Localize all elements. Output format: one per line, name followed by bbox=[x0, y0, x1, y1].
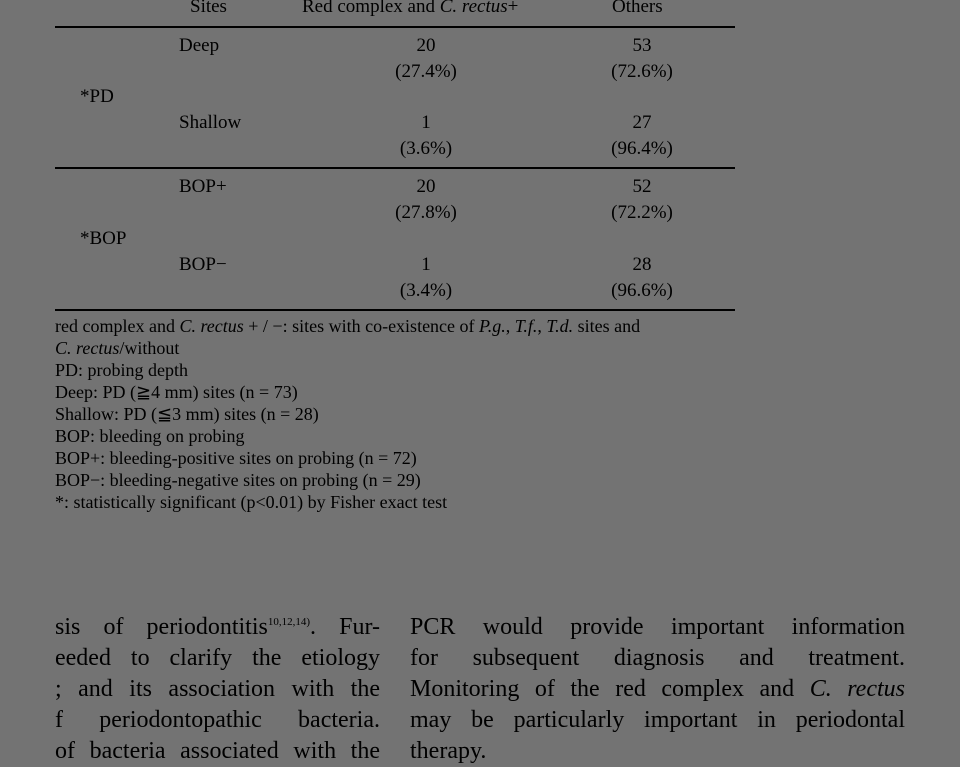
body-text: sis of periodontitis bbox=[55, 614, 268, 640]
bop-negative-red-n: 1 bbox=[421, 254, 431, 275]
deep-others-pct: (72.6%) bbox=[611, 61, 673, 82]
site-bop-negative: BOP− bbox=[179, 254, 227, 275]
group-label-bop: *BOP bbox=[80, 228, 127, 249]
body-text: . Fur- bbox=[310, 614, 380, 640]
site-deep: Deep bbox=[179, 35, 220, 56]
note-text: , bbox=[537, 316, 547, 336]
note-red-complex bbox=[55, 315, 640, 337]
note-deep: Deep: PD (≧4 mm) sites (n = 73) bbox=[55, 382, 298, 402]
shallow-red-n: 1 bbox=[421, 112, 431, 133]
header-others: Others bbox=[612, 0, 663, 17]
site-bop-positive: BOP+ bbox=[179, 176, 227, 197]
rule-group-separator bbox=[55, 167, 735, 169]
bop-negative-others-n: 28 bbox=[632, 254, 652, 275]
shallow-others-n: 27 bbox=[632, 112, 652, 133]
header-sites: Sites bbox=[190, 0, 227, 17]
note-bop-positive: BOP+: bleeding-positive sites on probing (n = 72) bbox=[55, 448, 417, 468]
body-right-line bbox=[410, 674, 905, 705]
deep-others-n: 53 bbox=[632, 35, 652, 56]
shallow-others-pct: (96.4%) bbox=[611, 138, 673, 159]
body-left-line: of bacteria associated with the bbox=[55, 738, 380, 764]
deep-red-n: 20 bbox=[416, 35, 436, 56]
bop-positive-others-pct: (72.2%) bbox=[611, 202, 673, 223]
note-italic: P.g. bbox=[479, 316, 506, 336]
note-bop-negative: BOP−: bleeding-negative sites on probing (n = 29) bbox=[55, 470, 421, 490]
body-left-line: ; and its association with the bbox=[55, 676, 380, 702]
note-italic: C. rectus bbox=[55, 338, 120, 358]
rule-table-bottom bbox=[55, 309, 735, 311]
note-italic: T.d. bbox=[546, 316, 574, 336]
body-column-left bbox=[55, 612, 380, 767]
note-text: /without bbox=[119, 338, 180, 358]
body-right-line: therapy. bbox=[410, 738, 487, 764]
bop-negative-red-pct: (3.4%) bbox=[399, 280, 453, 301]
body-right-line: may be particularly important in periodontal bbox=[410, 707, 905, 733]
body-right-line: for subsequent diagnosis and treatment. bbox=[410, 645, 905, 671]
body-left-line bbox=[55, 612, 380, 643]
header-red-italic: C. rectus bbox=[439, 0, 508, 17]
note-shallow: Shallow: PD (≦3 mm) sites (n = 28) bbox=[55, 404, 319, 424]
bop-positive-red-n: 20 bbox=[416, 176, 436, 197]
bop-positive-red-pct: (27.8%) bbox=[395, 202, 457, 223]
note-c-rectus bbox=[55, 337, 179, 359]
body-column-right bbox=[410, 612, 905, 767]
note-significance: *: statistically significant (p<0.01) by Fisher exact test bbox=[55, 492, 448, 512]
bop-positive-others-n: 52 bbox=[632, 176, 652, 197]
note-text: + / −: sites with co-existence of bbox=[243, 316, 480, 336]
body-right-line: PCR would provide important information bbox=[410, 614, 905, 640]
header-red-suffix: + bbox=[507, 0, 519, 17]
note-bop: BOP: bleeding on probing bbox=[55, 426, 245, 446]
bop-negative-others-pct: (96.6%) bbox=[611, 280, 673, 301]
note-text: sites and bbox=[573, 316, 641, 336]
note-text: , bbox=[505, 316, 515, 336]
header-red-complex bbox=[302, 0, 518, 18]
body-left-line: f periodontopathic bacteria. bbox=[55, 707, 380, 733]
body-text: Monitoring of the red complex and bbox=[410, 676, 810, 702]
citation-superscript: 10,12,14) bbox=[267, 616, 311, 628]
header-red-prefix: Red complex and bbox=[302, 0, 440, 17]
note-pd: PD: probing depth bbox=[55, 360, 188, 380]
group-label-pd: *PD bbox=[80, 86, 114, 107]
deep-red-pct: (27.4%) bbox=[395, 61, 457, 82]
body-italic: C. rectus bbox=[809, 676, 905, 702]
shallow-red-pct: (3.6%) bbox=[399, 138, 453, 159]
body-left-line: eeded to clarify the etiology bbox=[55, 645, 380, 671]
note-italic: C. rectus bbox=[179, 316, 244, 336]
note-italic: T.f. bbox=[514, 316, 538, 336]
note-text: red complex and bbox=[55, 316, 180, 336]
rule-header bbox=[55, 26, 735, 28]
site-shallow: Shallow bbox=[179, 112, 242, 133]
